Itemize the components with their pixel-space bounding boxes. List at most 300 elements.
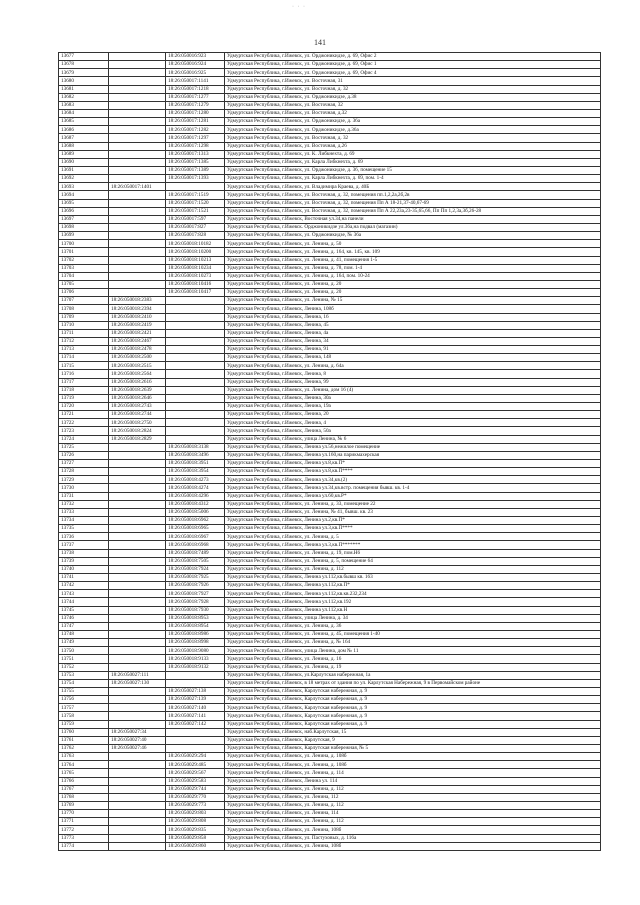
- row-number-cell: 13701: [59, 248, 109, 256]
- table-row: [59, 183, 601, 191]
- row-number-cell: 13769: [59, 801, 109, 809]
- land-cadastral-number-cell: [109, 606, 166, 614]
- building-cadastral-number-cell: [166, 346, 225, 354]
- address-cell: Удмуртская Республика, г.Ижевск, ул. Пастуховых, д. 116а: [225, 834, 601, 842]
- row-number-cell: 13703: [59, 264, 109, 272]
- table-row: [59, 256, 601, 264]
- address-cell: Удмуртская Республика, г.Ижевск, Ленина ул.34,кв.встр. помещения бывш. кв. 1-4: [225, 484, 601, 492]
- address-cell: Удмуртская Республика, г.Ижевск, ул. Орджоникидзе, д. 36а: [225, 118, 601, 126]
- address-cell: Удмуртская Республика, г.Ижевск, ул. Ленина, д. № 164: [225, 639, 601, 647]
- land-cadastral-number-cell: 18:26:050018:2564: [109, 370, 166, 378]
- row-number-cell: 13681: [59, 85, 109, 93]
- building-cadastral-number-cell: 18:26:050017:1298: [166, 142, 225, 150]
- address-cell: Удмуртская Республика, г.Ижевск, ул. Ленина, 112: [225, 793, 601, 801]
- land-cadastral-number-cell: [109, 150, 166, 158]
- table-row: [59, 525, 601, 533]
- land-cadastral-number-cell: [109, 834, 166, 842]
- row-number-cell: 13686: [59, 126, 109, 134]
- building-cadastral-number-cell: 18:26:050018:10213: [166, 256, 225, 264]
- row-number-cell: 13741: [59, 574, 109, 582]
- land-cadastral-number-cell: [109, 826, 166, 834]
- address-cell: Удмуртская Республика, г.Ижевск, улица Ленина, № 6: [225, 435, 601, 443]
- row-number-cell: 13697: [59, 215, 109, 223]
- land-cadastral-number-cell: [109, 769, 166, 777]
- address-cell: Удмуртская Республика, г.Ижевск, ул. Ленина, 108б: [225, 826, 601, 834]
- table-row: [59, 191, 601, 199]
- table-row: [59, 826, 601, 834]
- building-cadastral-number-cell: 18:26:050017:1282: [166, 126, 225, 134]
- building-cadastral-number-cell: 18:26:050018:7930: [166, 606, 225, 614]
- row-number-cell: 13747: [59, 622, 109, 630]
- table-row: [59, 614, 601, 622]
- row-number-cell: 13702: [59, 256, 109, 264]
- address-cell: Удмуртская Республика, г.Ижевск, Ленина, 45: [225, 321, 601, 329]
- building-cadastral-number-cell: [166, 435, 225, 443]
- address-cell: Удмуртская Республика, г.Ижевск, ул. Орджоникидзе, д.36а: [225, 126, 601, 134]
- address-cell: Удмуртская Республика, г.Ижевск, ул. Ленина, д. 5, помещение 64: [225, 557, 601, 565]
- building-cadastral-number-cell: 18:26:050018:3138: [166, 443, 225, 451]
- table-row: [59, 801, 601, 809]
- building-cadastral-number-cell: 18:26:050018:4312: [166, 500, 225, 508]
- address-cell: Удмуртская Республика, г.Ижевск, Ленина ул.8,кв.П****: [225, 468, 601, 476]
- building-cadastral-number-cell: 18:26:050018:6968: [166, 541, 225, 549]
- land-cadastral-number-cell: [109, 533, 166, 541]
- building-cadastral-number-cell: 18:26:050017:1313: [166, 150, 225, 158]
- row-number-cell: 13694: [59, 191, 109, 199]
- building-cadastral-number-cell: [166, 329, 225, 337]
- row-number-cell: 13773: [59, 834, 109, 842]
- building-cadastral-number-cell: 18:26:050027:140: [166, 704, 225, 712]
- page-number: 141: [314, 38, 326, 47]
- building-cadastral-number-cell: 18:26:050017:1521: [166, 207, 225, 215]
- land-cadastral-number-cell: [109, 199, 166, 207]
- address-cell: Удмуртская Республика, г.Ижевск, ул. Ленина, дом 16 (4): [225, 386, 601, 394]
- building-cadastral-number-cell: 18:26:050029:294: [166, 753, 225, 761]
- building-cadastral-number-cell: 18:26:050017:828: [166, 232, 225, 240]
- building-cadastral-number-cell: 18:26:050016:923: [166, 53, 225, 61]
- table-row: [59, 508, 601, 516]
- address-cell: Удмуртская Республика, г.Ижевск, Карлутская набережная, д. 9: [225, 712, 601, 720]
- address-cell: Удмуртская Республика, г.Ижевск, ул. Ленина, д. 112: [225, 565, 601, 573]
- building-cadastral-number-cell: 18:26:050018:8986: [166, 630, 225, 638]
- row-number-cell: 13746: [59, 614, 109, 622]
- land-cadastral-number-cell: [109, 215, 166, 223]
- building-cadastral-number-cell: 18:26:050029:567: [166, 769, 225, 777]
- table-row: [59, 207, 601, 215]
- table-row: [59, 460, 601, 468]
- address-cell: Удмуртская Республика, г.Ижевск, ул. Ленина, д. 164, кв. 145, кв. 109: [225, 248, 601, 256]
- land-cadastral-number-cell: [109, 574, 166, 582]
- row-number-cell: 13754: [59, 679, 109, 687]
- address-cell: Удмуртская Республика, г.Ижевск, Ленина, 16: [225, 313, 601, 321]
- land-cadastral-number-cell: [109, 655, 166, 663]
- building-cadastral-number-cell: 18:26:050029:808: [166, 818, 225, 826]
- land-cadastral-number-cell: [109, 541, 166, 549]
- building-cadastral-number-cell: 18:26:050017:1218: [166, 85, 225, 93]
- land-cadastral-number-cell: 18:26:050017:1401: [109, 183, 166, 191]
- table-row: [59, 753, 601, 761]
- row-number-cell: 13692: [59, 175, 109, 183]
- table-row: [59, 69, 601, 77]
- row-number-cell: 13765: [59, 769, 109, 777]
- row-number-cell: 13682: [59, 93, 109, 101]
- table-row: [59, 639, 601, 647]
- building-cadastral-number-cell: [166, 394, 225, 402]
- table-row: [59, 582, 601, 590]
- land-cadastral-number-cell: [109, 614, 166, 622]
- table-row: [59, 53, 601, 61]
- land-cadastral-number-cell: 18:26:050018:2467: [109, 337, 166, 345]
- land-cadastral-number-cell: [109, 663, 166, 671]
- address-cell: Удмуртская Республика, г.Ижевск, ул. Ленина, 114: [225, 810, 601, 818]
- row-number-cell: 13680: [59, 77, 109, 85]
- building-cadastral-number-cell: [166, 337, 225, 345]
- table-row: [59, 468, 601, 476]
- registry-table-body: [59, 53, 601, 851]
- row-number-cell: 13739: [59, 557, 109, 565]
- row-number-cell: 13764: [59, 761, 109, 769]
- building-cadastral-number-cell: [166, 370, 225, 378]
- land-cadastral-number-cell: [109, 256, 166, 264]
- row-number-cell: 13751: [59, 655, 109, 663]
- row-number-cell: 13732: [59, 500, 109, 508]
- row-number-cell: 13735: [59, 525, 109, 533]
- land-cadastral-number-cell: [109, 801, 166, 809]
- address-cell: Удмуртская Республика, г.Ижевск, ул. Ленина, № 41, бывш. кв. 23: [225, 508, 601, 516]
- address-cell: Удмуртская Республика, г.Ижевск, ул. Ленина, д. 50: [225, 240, 601, 248]
- table-row: [59, 679, 601, 687]
- building-cadastral-number-cell: 18:26:050018:6965: [166, 525, 225, 533]
- address-cell: Удмуртская Республика, г.Ижевск, ул. Орджоникидзе, д. 69, Офис 4: [225, 69, 601, 77]
- address-cell: Удмуртская Республика, г.Ижевск, Ленина ул.160,на парикмахерская: [225, 451, 601, 459]
- building-cadastral-number-cell: 18:26:050017:1280: [166, 109, 225, 117]
- row-number-cell: 13683: [59, 101, 109, 109]
- table-row: [59, 687, 601, 695]
- land-cadastral-number-cell: [109, 264, 166, 272]
- land-cadastral-number-cell: [109, 460, 166, 468]
- table-row: [59, 810, 601, 818]
- row-number-cell: 13706: [59, 289, 109, 297]
- row-number-cell: 13759: [59, 720, 109, 728]
- land-cadastral-number-cell: 18:26:050018:2383: [109, 297, 166, 305]
- address-cell: Удмуртская Республика, г.Ижевск, Ленина ул.112,кв.Н: [225, 606, 601, 614]
- land-cadastral-number-cell: [109, 484, 166, 492]
- table-row: [59, 744, 601, 752]
- table-row: [59, 321, 601, 329]
- table-row: [59, 93, 601, 101]
- land-cadastral-number-cell: [109, 704, 166, 712]
- building-cadastral-number-cell: [166, 321, 225, 329]
- row-number-cell: 13698: [59, 223, 109, 231]
- row-number-cell: 13724: [59, 435, 109, 443]
- building-cadastral-number-cell: 18:26:050018:8998: [166, 639, 225, 647]
- land-cadastral-number-cell: 18:26:050018:2744: [109, 411, 166, 419]
- address-cell: Удмуртская Республика, г.Ижевск, Карлутская набережная, д. 9: [225, 704, 601, 712]
- address-cell: Удмуртская Республика, г.Ижевск, Ленина ул.3,кв.П****: [225, 525, 601, 533]
- address-cell: Удмуртская Республика, г.Ижевск, ул. Ленина, д. 108б: [225, 761, 601, 769]
- row-number-cell: 13700: [59, 240, 109, 248]
- address-cell: Удмуртская Республика, г.Ижевск, ул. Восточная, д. 32, помещения Пп А 22,23а,23-35,65,66, Пп Пп 1,2,3а,3б,26-28: [225, 207, 601, 215]
- building-cadastral-number-cell: 18:26:050018:10234: [166, 264, 225, 272]
- address-cell: Удмуртская Республика, г.Ижевск, в 18 метрах от здания по ул. Карлутская Набережная, 9 в Первомайском районе: [225, 679, 601, 687]
- address-cell: Удмуртская Республика, г.Ижевск, ул. Восточная, д.26: [225, 142, 601, 150]
- row-number-cell: 13727: [59, 460, 109, 468]
- row-number-cell: 13757: [59, 704, 109, 712]
- table-row: [59, 223, 601, 231]
- row-number-cell: 13713: [59, 346, 109, 354]
- address-cell: Удмуртская Республика, г.Ижевск, Карлутская набережная, д. 9: [225, 720, 601, 728]
- land-cadastral-number-cell: [109, 647, 166, 655]
- table-row: [59, 476, 601, 484]
- land-cadastral-number-cell: [109, 61, 166, 69]
- address-cell: Удмуртская Республика, г.Ижевск, Ленина ул.112,кв.бывш кв. 163: [225, 574, 601, 582]
- row-number-cell: 13685: [59, 118, 109, 126]
- table-row: [59, 264, 601, 272]
- table-row: [59, 346, 601, 354]
- row-number-cell: 13709: [59, 313, 109, 321]
- land-cadastral-number-cell: [109, 785, 166, 793]
- building-cadastral-number-cell: 18:26:050018:10417: [166, 289, 225, 297]
- address-cell: Удмуртская Республика, г.Ижевск, ул. Ленина, д. 41, помещения 1-5: [225, 256, 601, 264]
- building-cadastral-number-cell: 18:26:050029:583: [166, 777, 225, 785]
- land-cadastral-number-cell: 18:26:050018:2421: [109, 329, 166, 337]
- building-cadastral-number-cell: [166, 411, 225, 419]
- row-number-cell: 13731: [59, 492, 109, 500]
- row-number-cell: 13770: [59, 810, 109, 818]
- address-cell: Удмуртская Республика, г.Ижевск, ул. Орджоникидзе, д. 36, помещение 15: [225, 166, 601, 174]
- land-cadastral-number-cell: [109, 492, 166, 500]
- building-cadastral-number-cell: 18:26:050027:141: [166, 712, 225, 720]
- row-number-cell: 13707: [59, 297, 109, 305]
- row-number-cell: 13756: [59, 696, 109, 704]
- land-cadastral-number-cell: [109, 476, 166, 484]
- building-cadastral-number-cell: [166, 419, 225, 427]
- row-number-cell: 13737: [59, 541, 109, 549]
- address-cell: Удмуртская Республика, г.Ижевск, ул. Ленина, д. 78, пом. 1-4: [225, 264, 601, 272]
- row-number-cell: 13690: [59, 158, 109, 166]
- building-cadastral-number-cell: 18:26:050029:858: [166, 834, 225, 842]
- row-number-cell: 13699: [59, 232, 109, 240]
- address-cell: Удмуртская Республика, г.Ижевск, ул. Восточная, д. 32: [225, 85, 601, 93]
- building-cadastral-number-cell: 18:26:050018:3496: [166, 451, 225, 459]
- table-row: [59, 435, 601, 443]
- property-registry-table: [58, 52, 601, 851]
- address-cell: Удмуртская Республика, г.Ижевск, Ленина, 108б: [225, 305, 601, 313]
- row-number-cell: 13714: [59, 354, 109, 362]
- building-cadastral-number-cell: 18:26:050018:10273: [166, 272, 225, 280]
- building-cadastral-number-cell: 18:26:050029:773: [166, 801, 225, 809]
- address-cell: Удмуртская Республика, г.Ижевск, Ленина, 4а: [225, 329, 601, 337]
- address-cell: Удмуртская Республика, г.Ижевск, ул. Ленина, д. 19: [225, 663, 601, 671]
- table-row: [59, 598, 601, 606]
- table-row: [59, 134, 601, 142]
- land-cadastral-number-cell: [109, 289, 166, 297]
- table-row: [59, 720, 601, 728]
- building-cadastral-number-cell: 18:26:050017:1389: [166, 166, 225, 174]
- table-row: [59, 101, 601, 109]
- address-cell: Удмуртская Республика, г.Ижевск, ул. Восточная, д.32: [225, 109, 601, 117]
- address-cell: Удмуртская Республика, г.Ижевск, ул. Ленина, д. 5: [225, 533, 601, 541]
- table-row: [59, 378, 601, 386]
- table-row: [59, 142, 601, 150]
- building-cadastral-number-cell: 18:26:050017:1297: [166, 134, 225, 142]
- address-cell: Удмуртская Республика, г.Ижевск, ул. Орджоникидзе, д. 69, Офис 1: [225, 61, 601, 69]
- row-number-cell: 13734: [59, 517, 109, 525]
- land-cadastral-number-cell: 18:26:050018:2824: [109, 427, 166, 435]
- row-number-cell: 13767: [59, 785, 109, 793]
- land-cadastral-number-cell: [109, 248, 166, 256]
- building-cadastral-number-cell: 18:26:050018:10182: [166, 240, 225, 248]
- table-row: [59, 77, 601, 85]
- row-number-cell: 13753: [59, 671, 109, 679]
- row-number-cell: 13716: [59, 370, 109, 378]
- address-cell: Удмуртская Республика, г.Ижевск. Орджоникидзе ул.36а,на подвал (магазин): [225, 223, 601, 231]
- land-cadastral-number-cell: [109, 126, 166, 134]
- building-cadastral-number-cell: 18:26:050027:142: [166, 720, 225, 728]
- land-cadastral-number-cell: [109, 753, 166, 761]
- address-cell: Удмуртская Республика, г.Ижевск, Ленина, 19а: [225, 403, 601, 411]
- top-scan-mark: · · ·: [292, 4, 306, 10]
- building-cadastral-number-cell: 18:26:050018:6967: [166, 533, 225, 541]
- building-cadastral-number-cell: 18:26:050018:10416: [166, 280, 225, 288]
- address-cell: Удмуртская Республика, г.Ижевск, ул. Орджоникидзе, № 36а: [225, 232, 601, 240]
- building-cadastral-number-cell: 18:26:050029:485: [166, 761, 225, 769]
- address-cell: Удмуртская Республика, г.Ижевск, Карлутская набережная, № 5: [225, 744, 601, 752]
- row-number-cell: 13710: [59, 321, 109, 329]
- table-row: [59, 248, 601, 256]
- land-cadastral-number-cell: [109, 142, 166, 150]
- table-row: [59, 549, 601, 557]
- building-cadastral-number-cell: 18:26:050017:1277: [166, 93, 225, 101]
- address-cell: Удмуртская Республика, г.Ижевск, ул. Ленина, д. 108б: [225, 753, 601, 761]
- building-cadastral-number-cell: [166, 736, 225, 744]
- address-cell: Удмуртская Республика, г.Ижевск, ул. Ленина, д. 20: [225, 280, 601, 288]
- land-cadastral-number-cell: [109, 590, 166, 598]
- table-row: [59, 354, 601, 362]
- land-cadastral-number-cell: 18:26:050027:46: [109, 744, 166, 752]
- land-cadastral-number-cell: 18:26:050018:2616: [109, 378, 166, 386]
- row-number-cell: 13719: [59, 394, 109, 402]
- land-cadastral-number-cell: 18:26:050018:2515: [109, 362, 166, 370]
- table-row: [59, 793, 601, 801]
- table-row: [59, 362, 601, 370]
- building-cadastral-number-cell: 18:26:050017:1141: [166, 77, 225, 85]
- land-cadastral-number-cell: [109, 818, 166, 826]
- table-row: [59, 500, 601, 508]
- table-row: [59, 451, 601, 459]
- land-cadastral-number-cell: 18:26:050018:2478: [109, 346, 166, 354]
- row-number-cell: 13745: [59, 606, 109, 614]
- row-number-cell: 13677: [59, 53, 109, 61]
- table-row: [59, 118, 601, 126]
- land-cadastral-number-cell: 18:26:050027:111: [109, 671, 166, 679]
- land-cadastral-number-cell: 18:26:050027:40: [109, 736, 166, 744]
- address-cell: Удмуртская Республика, г.Ижевск, ул. Ленина, д. 45, помещения 1-40: [225, 630, 601, 638]
- row-number-cell: 13705: [59, 280, 109, 288]
- land-cadastral-number-cell: [109, 582, 166, 590]
- row-number-cell: 13755: [59, 687, 109, 695]
- row-number-cell: 13720: [59, 403, 109, 411]
- building-cadastral-number-cell: 18:26:050017:1281: [166, 118, 225, 126]
- land-cadastral-number-cell: [109, 451, 166, 459]
- row-number-cell: 13760: [59, 728, 109, 736]
- table-row: [59, 785, 601, 793]
- address-cell: Удмуртская Республика, г.Ижевск, Ленина, 4: [225, 419, 601, 427]
- address-cell: Удмуртская Республика, г.Ижевск, Ленина ул.2,кв.П*: [225, 517, 601, 525]
- land-cadastral-number-cell: [109, 175, 166, 183]
- land-cadastral-number-cell: [109, 622, 166, 630]
- table-row: [59, 158, 601, 166]
- land-cadastral-number-cell: [109, 720, 166, 728]
- land-cadastral-number-cell: [109, 272, 166, 280]
- land-cadastral-number-cell: 18:26:050018:2750: [109, 419, 166, 427]
- building-cadastral-number-cell: [166, 354, 225, 362]
- land-cadastral-number-cell: 18:26:050027:34: [109, 728, 166, 736]
- row-number-cell: 13712: [59, 337, 109, 345]
- building-cadastral-number-cell: 18:26:050018:9132: [166, 663, 225, 671]
- building-cadastral-number-cell: 18:26:050018:6962: [166, 517, 225, 525]
- land-cadastral-number-cell: [109, 842, 166, 850]
- table-row: [59, 419, 601, 427]
- land-cadastral-number-cell: [109, 525, 166, 533]
- address-cell: Удмуртская Республика, г.Ижевск, ул. Восточная, 32: [225, 101, 601, 109]
- building-cadastral-number-cell: [166, 362, 225, 370]
- row-number-cell: 13693: [59, 183, 109, 191]
- table-row: [59, 427, 601, 435]
- address-cell: Удмуртская Республика, г.Ижевск, Ленина ул.34,кв.(2): [225, 476, 601, 484]
- row-number-cell: 13738: [59, 549, 109, 557]
- table-row: [59, 403, 601, 411]
- land-cadastral-number-cell: [109, 712, 166, 720]
- address-cell: Удмуртская Республика, г.Ижевск, Ленина, 34: [225, 337, 601, 345]
- land-cadastral-number-cell: [109, 240, 166, 248]
- land-cadastral-number-cell: [109, 77, 166, 85]
- address-cell: Удмуртская Республика, г.Ижевск, Ленина ул.112,кв.кв.232,234: [225, 590, 601, 598]
- table-row: [59, 590, 601, 598]
- row-number-cell: 13752: [59, 663, 109, 671]
- land-cadastral-number-cell: [109, 101, 166, 109]
- land-cadastral-number-cell: 18:26:050027:130: [109, 679, 166, 687]
- address-cell: Удмуртская Республика, г.Ижевск, ул. Восточная, д. 32: [225, 134, 601, 142]
- land-cadastral-number-cell: 18:26:050018:2410: [109, 313, 166, 321]
- land-cadastral-number-cell: [109, 118, 166, 126]
- land-cadastral-number-cell: [109, 85, 166, 93]
- table-row: [59, 175, 601, 183]
- table-row: [59, 232, 601, 240]
- address-cell: Удмуртская Республика, г.Ижевск, ул. Орджоникидзе, д.38: [225, 93, 601, 101]
- land-cadastral-number-cell: [109, 158, 166, 166]
- land-cadastral-number-cell: [109, 280, 166, 288]
- building-cadastral-number-cell: 18:26:050029:803: [166, 810, 225, 818]
- land-cadastral-number-cell: [109, 468, 166, 476]
- land-cadastral-number-cell: 18:26:050018:2646: [109, 394, 166, 402]
- table-row: [59, 492, 601, 500]
- table-row: [59, 533, 601, 541]
- table-row: [59, 622, 601, 630]
- table-row: [59, 240, 601, 248]
- table-row: [59, 289, 601, 297]
- land-cadastral-number-cell: 18:26:050018:2639: [109, 386, 166, 394]
- building-cadastral-number-cell: 18:26:050018:10200: [166, 248, 225, 256]
- land-cadastral-number-cell: [109, 191, 166, 199]
- row-number-cell: 13768: [59, 793, 109, 801]
- address-cell: Удмуртская Республика, г.Ижевск, Восточная ул.34,на панели: [225, 215, 601, 223]
- building-cadastral-number-cell: 18:26:050018:4273: [166, 476, 225, 484]
- land-cadastral-number-cell: [109, 687, 166, 695]
- address-cell: Удмуртская Республика, г.Ижевск, ул. Ленина, д. 112: [225, 801, 601, 809]
- address-cell: Удмуртская Республика, г.Ижевск, ул. Карла Либкнехта, д. 69: [225, 158, 601, 166]
- table-row: [59, 313, 601, 321]
